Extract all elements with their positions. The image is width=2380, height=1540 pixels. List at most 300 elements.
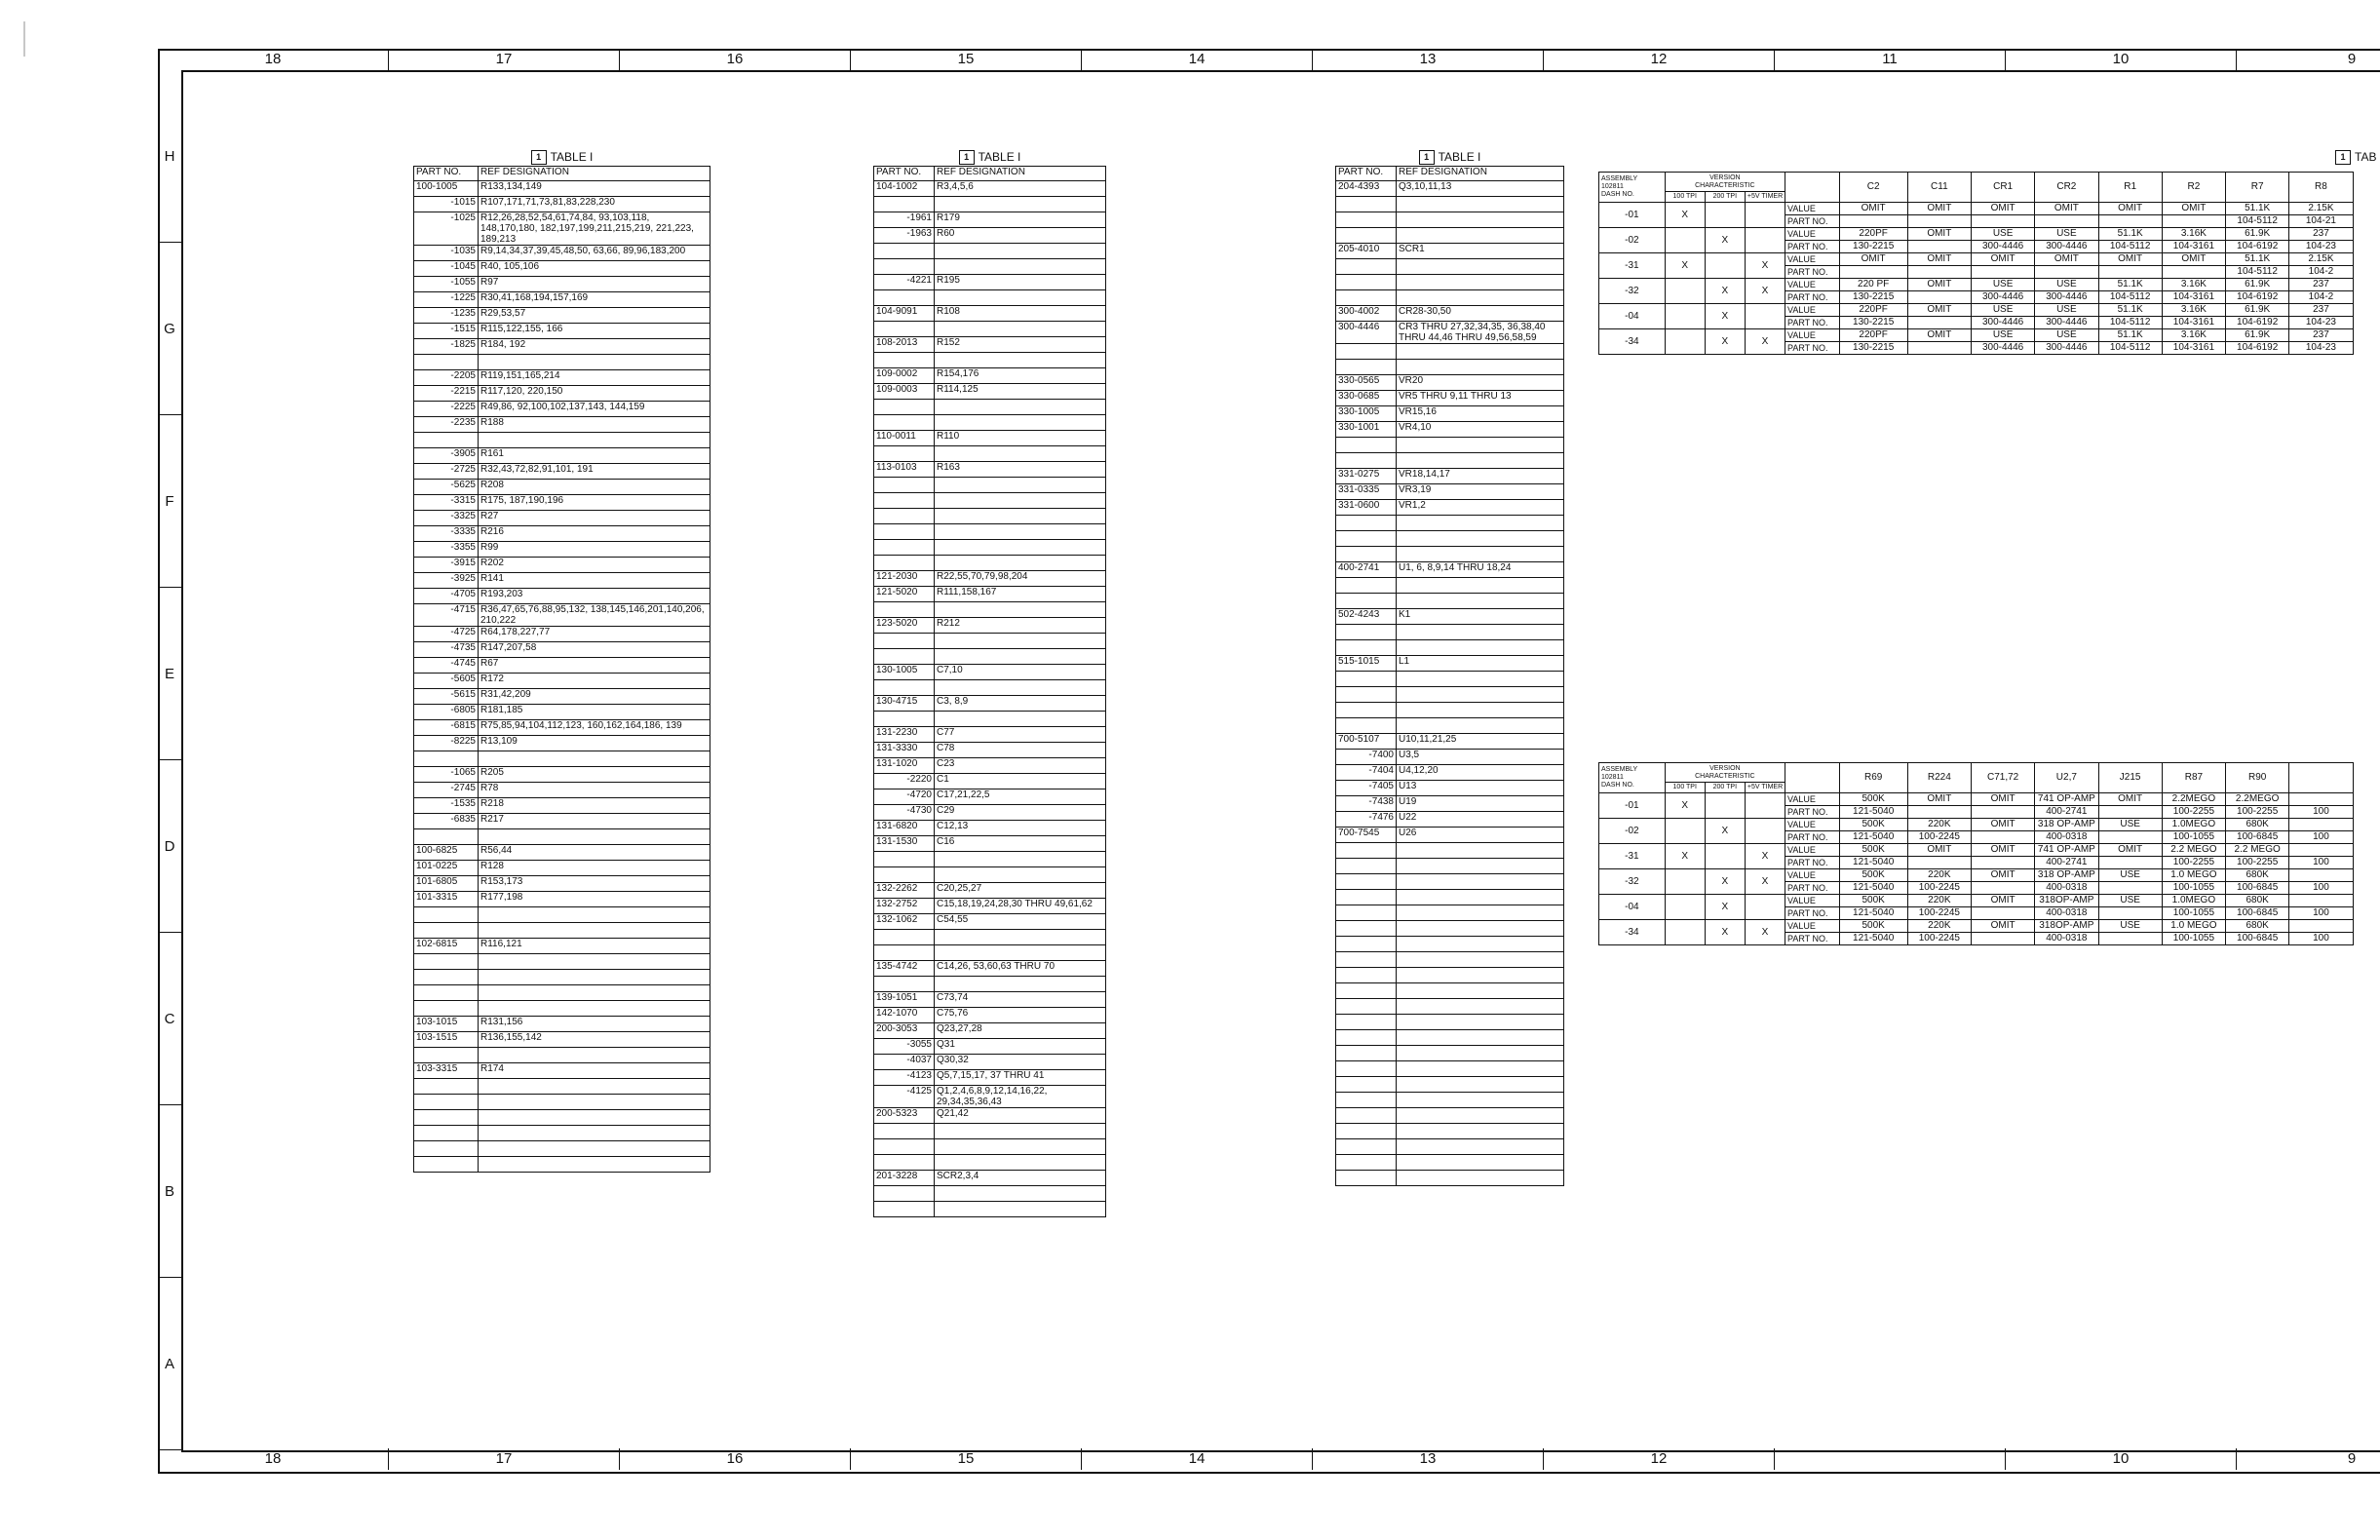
table-row: [1336, 1015, 1564, 1030]
ref-designation-cell: R216: [479, 526, 710, 542]
part-no-cell: 300-4446: [1971, 241, 2034, 253]
part-no-cell: [874, 945, 935, 961]
part-no-cell: 142-1070: [874, 1008, 935, 1023]
ref-designation-cell: [479, 1001, 710, 1017]
version-mark-cell: X: [1705, 895, 1745, 920]
table-row: [414, 642, 710, 658]
ref-designation-cell: R115,122,155, 166: [479, 324, 710, 339]
value-cell: 680K: [2226, 819, 2289, 831]
part-no-cell: [414, 1141, 479, 1157]
part-no-cell: -2220: [874, 774, 935, 789]
ref-designation-cell: [1397, 1155, 1564, 1171]
part-no-cell: 104-5112: [2226, 266, 2289, 279]
assembly-table: [1598, 172, 2380, 355]
header-ref-designation: REF DESIGNATION: [1397, 167, 1564, 181]
part-no-cell: 100-1005: [414, 181, 479, 197]
part-no-cell: -4730: [874, 805, 935, 821]
header-part-no: PART NO.: [414, 167, 479, 181]
ref-designation-cell: R141: [479, 573, 710, 589]
table-row: [414, 736, 710, 751]
ref-designation-cell: [1397, 640, 1564, 656]
value-cell: 61.9K: [2226, 329, 2289, 342]
value-cell: 51.1K: [2098, 304, 2162, 317]
table-row: [874, 571, 1106, 587]
part-no-cell: 100-6825: [414, 845, 479, 861]
part-no-cell: 131-3330: [874, 743, 935, 758]
value-label: VALUE: [1785, 203, 1840, 215]
part-no-cell: 121-5040: [1839, 907, 1907, 920]
table-row: [874, 1108, 1106, 1124]
value-cell: OMIT: [1907, 203, 1971, 215]
table-row: [414, 783, 710, 798]
part-no-cell: [874, 478, 935, 493]
part-no-cell: 100-1055: [2162, 831, 2225, 844]
table-row: [414, 448, 710, 464]
part-no-cell: 108-2013: [874, 337, 935, 353]
part-no-cell: -3335: [414, 526, 479, 542]
part-no-cell: -3055: [874, 1039, 935, 1055]
part-no-cell: 104-6192: [2226, 317, 2289, 329]
part-no-cell: -4720: [874, 789, 935, 805]
part-no-cell: 104-3161: [2162, 342, 2225, 355]
ref-designation-cell: R31,42,209: [479, 689, 710, 705]
version-mark-cell: [1665, 920, 1705, 945]
part-no-cell: [874, 446, 935, 462]
part-no-cell: [1336, 578, 1397, 594]
version-mark-cell: [1705, 203, 1745, 228]
table-row: [414, 1110, 710, 1126]
part-no-cell: 104-1002: [874, 181, 935, 197]
dash-number-cell: -04: [1599, 304, 1666, 329]
ref-designation-cell: [479, 1141, 710, 1157]
part-no-cell: -1035: [414, 246, 479, 261]
value-cell: 237: [2289, 228, 2353, 241]
part-no-cell: -1535: [414, 798, 479, 814]
note-flag-icon: 1: [2335, 150, 2351, 165]
ref-designation-cell: C7,10: [935, 665, 1106, 680]
part-no-cell: 104-21: [2289, 215, 2353, 228]
ref-designation-cell: C1: [935, 774, 1106, 789]
part-no-cell: [1336, 874, 1397, 890]
part-no-cell: -7404: [1336, 765, 1397, 781]
part-no-cell: [414, 751, 479, 767]
ref-designation-cell: [935, 602, 1106, 618]
ref-designation-cell: [935, 1124, 1106, 1139]
component-column-header: R224: [1907, 763, 1971, 793]
table-row: [874, 384, 1106, 400]
part-no-cell: [874, 1202, 935, 1217]
part-no-cell: [1336, 937, 1397, 952]
table-row: [874, 992, 1106, 1008]
table-row: [874, 400, 1106, 415]
part-no-cell: 400-0318: [2035, 882, 2098, 895]
table-row: [1336, 672, 1564, 687]
value-cell: 2.15K: [2289, 203, 2353, 215]
part-no-cell: 104-5112: [2098, 241, 2162, 253]
part-no-cell: [414, 355, 479, 370]
zone-label: 9: [2237, 49, 2380, 70]
ref-designation-cell: VR3,19: [1397, 484, 1564, 500]
part-no-cell: [2098, 933, 2162, 945]
table-row: [874, 618, 1106, 634]
table-row: [414, 511, 710, 526]
part-no-cell: 330-1001: [1336, 422, 1397, 438]
value-cell: 318 OP-AMP: [2035, 869, 2098, 882]
table-row: [1336, 228, 1564, 244]
dash-number-cell: -02: [1599, 228, 1666, 253]
value-cell: OMIT: [1971, 844, 2034, 857]
ref-designation-cell: [935, 493, 1106, 509]
ref-designation-cell: [1397, 718, 1564, 734]
table-row: [1336, 438, 1564, 453]
part-no-cell: 100: [2289, 882, 2353, 895]
value-cell: 220K: [1907, 920, 1971, 933]
table-row: [414, 402, 710, 417]
table-title-cropped: [2335, 148, 2380, 166]
table-row: [414, 558, 710, 573]
part-no-cell: 330-1005: [1336, 406, 1397, 422]
zone-label: 12: [1544, 1448, 1775, 1470]
part-no-cell: 331-0600: [1336, 500, 1397, 516]
ref-designation-cell: VR5 THRU 9,11 THRU 13: [1397, 391, 1564, 406]
table-row: [414, 954, 710, 970]
zone-label: 11: [1775, 49, 2006, 70]
ref-designation-cell: [1397, 625, 1564, 640]
zone-label: E: [158, 588, 181, 760]
table-row: [414, 767, 710, 783]
part-no-cell: [1336, 275, 1397, 290]
part-no-cell: -3315: [414, 495, 479, 511]
ref-designation-cell: [935, 524, 1106, 540]
ref-designation-cell: VR20: [1397, 375, 1564, 391]
ref-designation-cell: U13: [1397, 781, 1564, 796]
dash-number-cell: -02: [1599, 819, 1666, 844]
part-no-cell: [1907, 291, 1971, 304]
value-label: VALUE: [1785, 228, 1840, 241]
part-no-cell: 104-5112: [2098, 291, 2162, 304]
part-no-cell: [414, 923, 479, 939]
part-no-cell: 502-4243: [1336, 609, 1397, 625]
parts-table: [1335, 166, 1564, 1186]
table-row: [1336, 1171, 1564, 1186]
ref-designation-cell: U1, 6, 8,9,14 THRU 18,24: [1397, 562, 1564, 578]
part-no-label: PART NO.: [1785, 907, 1840, 920]
table-row: [874, 259, 1106, 275]
table-row: [874, 821, 1106, 836]
ref-designation-cell: R133,134,149: [479, 181, 710, 197]
parts-table-2: [873, 148, 1106, 1217]
ref-designation-cell: [1397, 1108, 1564, 1124]
version-option-header: [1745, 192, 1785, 203]
value-cell: OMIT: [1971, 895, 2034, 907]
part-no-cell: -4725: [414, 627, 479, 642]
value-cell: 220K: [1907, 869, 1971, 882]
table-row: [1336, 1108, 1564, 1124]
ref-designation-cell: [1397, 578, 1564, 594]
table-row: [1336, 905, 1564, 921]
ref-designation-cell: R181,185: [479, 705, 710, 720]
table-row: [1336, 406, 1564, 422]
table-row: [874, 1186, 1106, 1202]
table-row: [1336, 812, 1564, 828]
ref-designation-cell: [1397, 197, 1564, 212]
part-no-cell: 331-0275: [1336, 469, 1397, 484]
table-row: [874, 228, 1106, 244]
ref-designation-cell: [1397, 1046, 1564, 1061]
part-no-cell: -2215: [414, 386, 479, 402]
value-label: VALUE: [1785, 253, 1840, 266]
ref-designation-cell: VR18,14,17: [1397, 469, 1564, 484]
version-label: VERSION: [1709, 764, 1741, 772]
table-row: [1336, 921, 1564, 937]
part-no-cell: -1961: [874, 212, 935, 228]
zone-label: 13: [1313, 49, 1544, 70]
table-row: [414, 985, 710, 1001]
table-row: [1599, 844, 2380, 857]
component-column-header: U2,7: [2035, 763, 2098, 793]
part-no-cell: 700-7545: [1336, 828, 1397, 843]
table-row: [414, 339, 710, 355]
part-no-cell: [874, 524, 935, 540]
dash-number-cell: -34: [1599, 329, 1666, 355]
table-row: [874, 805, 1106, 821]
dash-number-cell: -32: [1599, 279, 1666, 304]
header-part-no: PART NO.: [874, 167, 935, 181]
part-no-cell: [1336, 640, 1397, 656]
table-row: [874, 867, 1106, 883]
part-no-cell: [874, 852, 935, 867]
ref-designation-cell: R184, 192: [479, 339, 710, 355]
version-mark-cell: [1665, 279, 1705, 304]
part-no-cell: [874, 1124, 935, 1139]
parts-table-3: [1335, 148, 1564, 1186]
dash-number-cell: -04: [1599, 895, 1666, 920]
part-no-cell: [414, 433, 479, 448]
table-row: [874, 961, 1106, 977]
value-label: VALUE: [1785, 869, 1840, 882]
table-row: [1336, 422, 1564, 438]
part-no-cell: 104-6192: [2226, 342, 2289, 355]
table-row: [414, 674, 710, 689]
part-no-cell: 100: [2289, 933, 2353, 945]
part-no-cell: -1055: [414, 277, 479, 292]
table-row: [414, 939, 710, 954]
table-row: [414, 1001, 710, 1017]
value-cell: 1.0MEGO: [2162, 819, 2225, 831]
table-row: [874, 212, 1106, 228]
zone-ruler-top: [158, 49, 2380, 70]
part-no-cell: 100-2245: [1907, 933, 1971, 945]
ref-designation-cell: [935, 680, 1106, 696]
version-mark-cell: X: [1705, 279, 1745, 304]
table-row: [1336, 344, 1564, 360]
table-row: [1336, 625, 1564, 640]
part-no-cell: 100-6845: [2226, 831, 2289, 844]
part-no-cell: 100-2255: [2162, 857, 2225, 869]
table-row: [414, 923, 710, 939]
table-row: [874, 883, 1106, 899]
part-no-cell: 121-5040: [1839, 857, 1907, 869]
part-no-cell: 135-4742: [874, 961, 935, 977]
ref-designation-cell: [479, 1095, 710, 1110]
note-flag-icon: 1: [531, 150, 547, 165]
version-mark-cell: X: [1745, 253, 1785, 279]
value-cell: OMIT: [2098, 844, 2162, 857]
dash-no-label: DASH NO.: [1601, 782, 1634, 789]
ref-designation-cell: [1397, 594, 1564, 609]
part-no-cell: 200-5323: [874, 1108, 935, 1124]
table-row: [1336, 562, 1564, 578]
ref-designation-cell: R128: [479, 861, 710, 876]
part-no-cell: [1336, 703, 1397, 718]
part-no-cell: 400-2741: [2035, 806, 2098, 819]
component-column-header: R90: [2226, 763, 2289, 793]
ref-designation-cell: [935, 540, 1106, 556]
part-no-cell: [1907, 266, 1971, 279]
ref-designation-cell: R202: [479, 558, 710, 573]
ref-designation-cell: R208: [479, 480, 710, 495]
table-row: [414, 861, 710, 876]
ref-designation-cell: [935, 556, 1106, 571]
ref-designation-cell: R56,44: [479, 845, 710, 861]
table-row: [414, 1032, 710, 1048]
table-row: [414, 246, 710, 261]
value-cell: 2.2MEGO: [2226, 793, 2289, 806]
ref-designation-cell: [1397, 360, 1564, 375]
part-no-cell: [874, 509, 935, 524]
version-option-header: [1745, 783, 1785, 793]
table-row: [414, 589, 710, 604]
value-cell: OMIT: [2098, 203, 2162, 215]
part-no-cell: -3905: [414, 448, 479, 464]
part-no-cell: [874, 1155, 935, 1171]
version-mark-cell: [1745, 895, 1785, 920]
value-cell: OMIT: [1971, 793, 2034, 806]
table-row: [414, 689, 710, 705]
value-cell: USE: [1971, 304, 2034, 317]
component-column-header: R87: [2162, 763, 2225, 793]
part-no-cell: [414, 829, 479, 845]
dash-number-cell: -01: [1599, 203, 1666, 228]
part-no-cell: 400-0318: [2035, 831, 2098, 844]
value-cell: 741 OP-AMP: [2035, 844, 2098, 857]
ref-designation-cell: [1397, 968, 1564, 983]
version-mark-cell: [1705, 253, 1745, 279]
ref-designation-cell: R154,176: [935, 368, 1106, 384]
part-no-cell: -4125: [874, 1086, 935, 1108]
value-cell: OMIT: [1839, 203, 1907, 215]
part-no-cell: -7476: [1336, 812, 1397, 828]
ref-designation-cell: [935, 259, 1106, 275]
table-row: [1336, 391, 1564, 406]
part-no-cell: -8225: [414, 736, 479, 751]
part-no-cell: -2235: [414, 417, 479, 433]
ref-designation-cell: R147,207,58: [479, 642, 710, 658]
ref-designation-cell: [479, 433, 710, 448]
value-cell: [2289, 819, 2353, 831]
table-row: [874, 462, 1106, 478]
value-cell: 500K: [1839, 819, 1907, 831]
value-label: VALUE: [1785, 819, 1840, 831]
value-cell: USE: [2035, 329, 2098, 342]
table-row: [1336, 453, 1564, 469]
version-mark-cell: X: [1705, 228, 1745, 253]
value-cell: OMIT: [2035, 203, 2098, 215]
value-cell: 220 PF: [1839, 279, 1907, 291]
part-no-cell: [414, 1079, 479, 1095]
ref-designation-cell: [1397, 344, 1564, 360]
table-row: [1336, 531, 1564, 547]
part-no-cell: -2745: [414, 783, 479, 798]
dash-number-cell: -01: [1599, 793, 1666, 819]
part-no-cell: [1971, 215, 2034, 228]
table-row: [414, 355, 710, 370]
part-no-cell: -5615: [414, 689, 479, 705]
ref-designation-cell: [1397, 1015, 1564, 1030]
header-row: [1599, 763, 2380, 783]
component-column-header: [2289, 763, 2353, 793]
value-cell: 500K: [1839, 844, 1907, 857]
zone-label: 10: [2006, 49, 2237, 70]
ref-designation-cell: R97: [479, 277, 710, 292]
ref-designation-cell: C16: [935, 836, 1106, 852]
table-row: [1336, 1077, 1564, 1093]
ref-designation-cell: [935, 1186, 1106, 1202]
part-no-cell: -6805: [414, 705, 479, 720]
part-no-cell: -2725: [414, 464, 479, 480]
ref-designation-cell: R179: [935, 212, 1106, 228]
part-no-cell: [414, 1126, 479, 1141]
ref-designation-cell: C77: [935, 727, 1106, 743]
part-no-cell: [1336, 718, 1397, 734]
version-mark-cell: [1705, 793, 1745, 819]
ref-designation-cell: C29: [935, 805, 1106, 821]
value-cell: USE: [2098, 869, 2162, 882]
ref-designation-cell: [1397, 937, 1564, 952]
part-no-cell: [1336, 983, 1397, 999]
table-row: [874, 665, 1106, 680]
assembly-table-top: [1598, 172, 2380, 355]
table-row: [874, 1202, 1106, 1217]
table-row: [874, 914, 1106, 930]
table-row: [1336, 578, 1564, 594]
part-no-cell: -1515: [414, 324, 479, 339]
value-cell: OMIT: [1839, 253, 1907, 266]
ref-designation-cell: [1397, 905, 1564, 921]
table-row: [1336, 306, 1564, 322]
part-no-cell: [2098, 907, 2162, 920]
value-cell: OMIT: [2035, 253, 2098, 266]
ref-designation-cell: [1397, 1030, 1564, 1046]
version-option-label: +5V TIMER: [1747, 784, 1784, 791]
table-row: [874, 1023, 1106, 1039]
ref-designation-cell: [935, 290, 1106, 306]
table-row: [414, 604, 710, 627]
table-row: [874, 290, 1106, 306]
part-no-cell: 300-4002: [1336, 306, 1397, 322]
ref-designation-cell: [935, 649, 1106, 665]
part-no-cell: 300-4446: [1336, 322, 1397, 344]
header-ref-designation: REF DESIGNATION: [479, 167, 710, 181]
ref-designation-cell: [479, 1110, 710, 1126]
table-row: [1336, 750, 1564, 765]
ref-designation-cell: [1397, 890, 1564, 905]
ref-designation-cell: [935, 446, 1106, 462]
part-no-cell: 300-4446: [1971, 291, 2034, 304]
part-no-cell: -5605: [414, 674, 479, 689]
part-no-cell: 201-3228: [874, 1171, 935, 1186]
ref-designation-cell: C3, 8,9: [935, 696, 1106, 712]
